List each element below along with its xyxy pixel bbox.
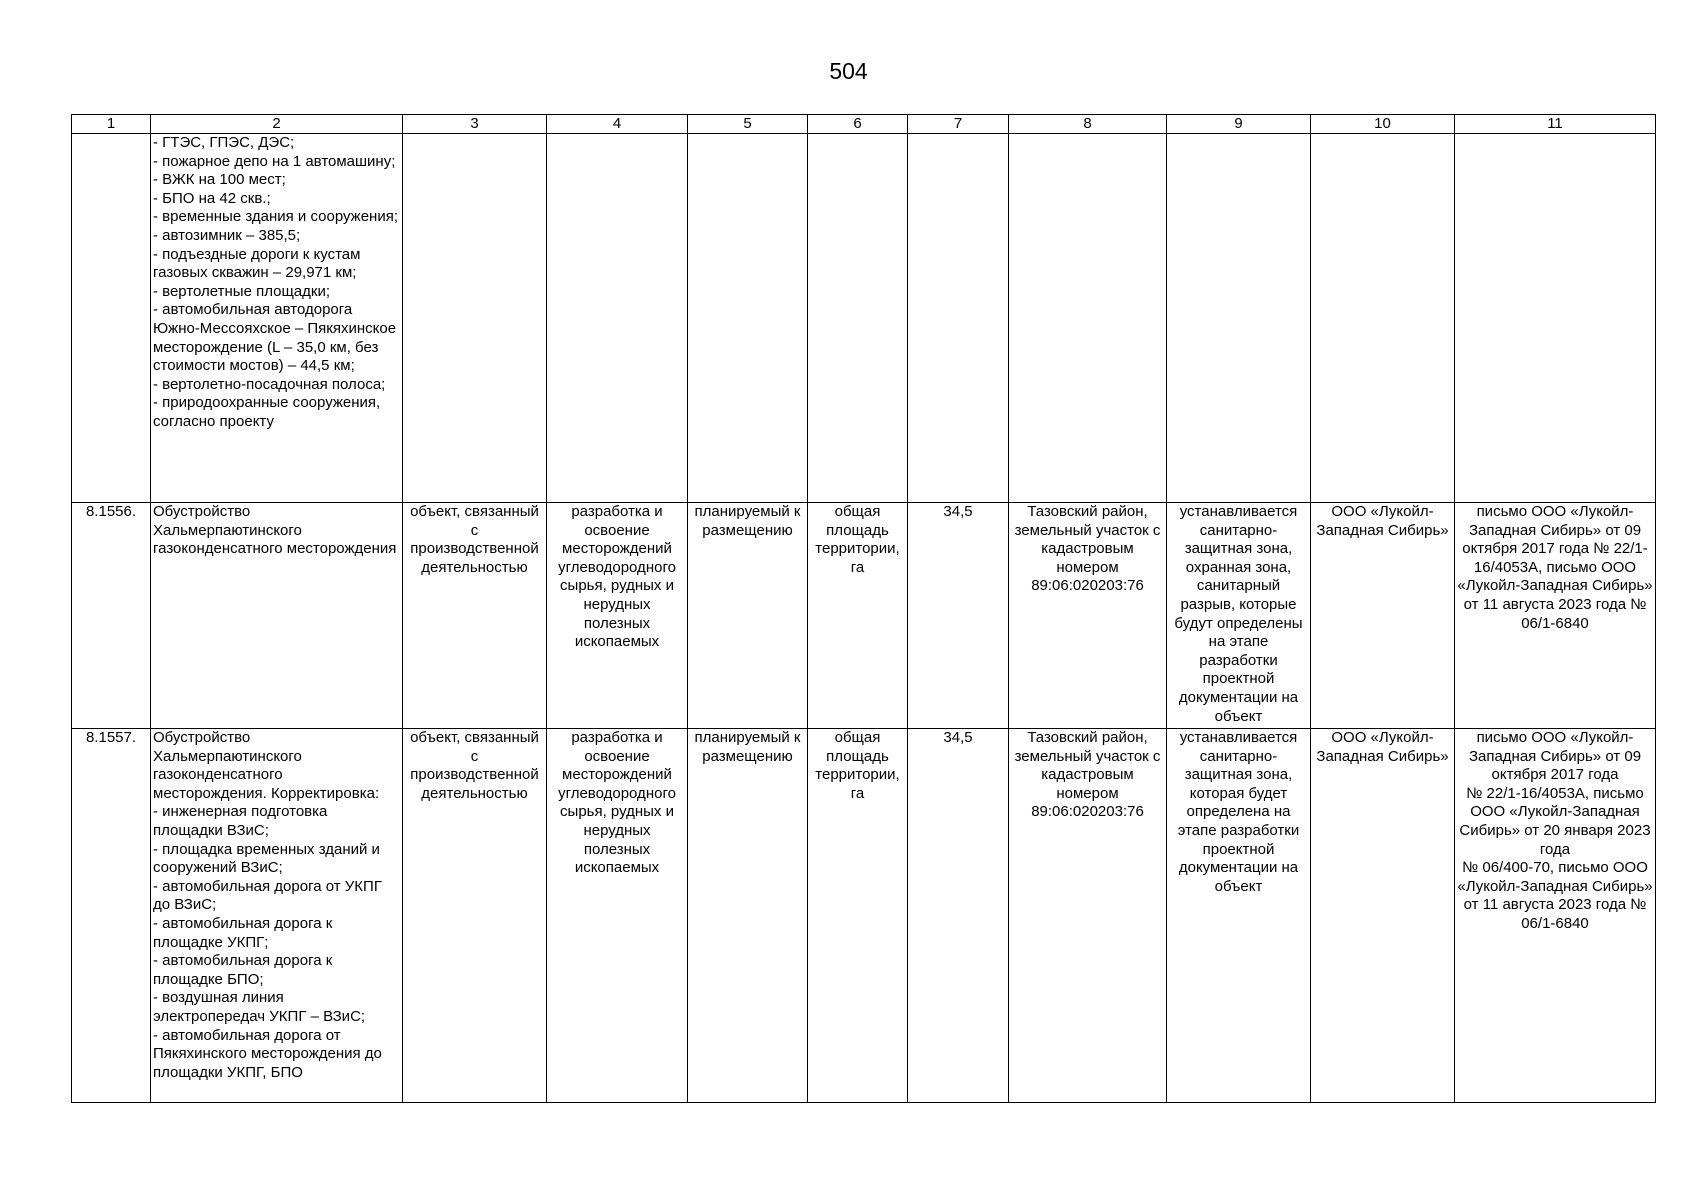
column-number: 6 [808, 115, 908, 134]
column-number: 2 [151, 115, 403, 134]
column-number: 10 [1311, 115, 1455, 134]
column-number: 7 [908, 115, 1009, 134]
customer-cell [1311, 134, 1455, 503]
status-cell: планируемый к размещению [688, 503, 808, 729]
row-number-cell: 8.1556. [72, 503, 151, 729]
purpose-cell: разработка и освоение месторождений углеводородного сырья, рудных и нерудных полезных ископаемых [547, 503, 688, 729]
basis-cell [1455, 134, 1656, 503]
customer-cell: ООО «Лукойл-Западная Сибирь» [1311, 729, 1455, 1103]
basis-cell: письмо ООО «Лукойл-Западная Сибирь» от 09 октября 2017 года № 22/1-16/4053А, письмо ООО «Лукойл-Западная Сибирь» от 11 августа 2023 года № 06/1-6840 [1455, 503, 1656, 729]
characteristic-cell [808, 134, 908, 503]
column-number: 8 [1009, 115, 1167, 134]
column-number: 9 [1167, 115, 1311, 134]
object-name-cell: Обустройство Хальмерпаютинского газоконденсатного месторождения [151, 503, 403, 729]
value-cell: 34,5 [908, 503, 1009, 729]
column-number: 5 [688, 115, 808, 134]
zone-cell [1167, 134, 1311, 503]
table-row [72, 503, 1656, 729]
object-name-cell: - ГТЭС, ГПЭС, ДЭС; - пожарное депо на 1 автомашину; - ВЖК на 100 мест; - БПО на 42 скв.; - временные здания и сооружения; - автозимник – 385,5; - подъездные дороги к кустам газовых скважин – 29,971 км; - вертолетные площадки; - автомобильная автодорога Южно-Мессояхское – Пякяхинское месторождение (L – 35,0 км, без стоимости мостов) – 44,5 км; - вертолетно-посадочная полоса; - природоохранные сооружения, согласно проекту [151, 134, 403, 503]
location-cell: Тазовский район, земельный участок с кадастровым номером 89:06:020203:76 [1009, 503, 1167, 729]
column-number-row [72, 115, 1656, 134]
customer-cell: ООО «Лукойл-Западная Сибирь» [1311, 503, 1455, 729]
column-number: 3 [403, 115, 547, 134]
characteristic-cell: общая площадь территории, га [808, 729, 908, 1103]
column-number: 1 [72, 115, 151, 134]
object-type-cell: объект, связанный с производственной деятельностью [403, 503, 547, 729]
value-cell: 34,5 [908, 729, 1009, 1103]
row-number-cell [72, 134, 151, 503]
characteristic-cell: общая площадь территории, га [808, 503, 908, 729]
column-number: 4 [547, 115, 688, 134]
status-cell: планируемый к размещению [688, 729, 808, 1103]
table-row [72, 729, 1656, 1103]
purpose-cell: разработка и освоение месторождений углеводородного сырья, рудных и нерудных полезных ископаемых [547, 729, 688, 1103]
zone-cell: устанавливается санитарно-защитная зона, которая будет определена на этапе разработки проектной документации на объект [1167, 729, 1311, 1103]
location-cell: Тазовский район, земельный участок с кадастровым номером 89:06:020203:76 [1009, 729, 1167, 1103]
object-type-cell [403, 134, 547, 503]
row-number-cell: 8.1557. [72, 729, 151, 1103]
table-row [72, 134, 1656, 503]
value-cell [908, 134, 1009, 503]
status-cell [688, 134, 808, 503]
location-cell [1009, 134, 1167, 503]
page-number: 504 [829, 58, 868, 84]
purpose-cell [547, 134, 688, 503]
objects-table [71, 114, 1656, 1103]
zone-cell: устанавливается санитарно-защитная зона, охранная зона, санитарный разрыв, которые будут определены на этапе разработки проектной документации на объект [1167, 503, 1311, 729]
object-name-cell: Обустройство Хальмерпаютинского газоконденсатного месторождения. Корректировка: - инженерная подготовка площадки ВЗиС; - площадка временных зданий и сооружений ВЗиС; - автомобильная дорога от УКПГ до ВЗиС; - автомобильная дорога к площадке УКПГ; - автомобильная дорога к площадке БПО; - воздушная линия электропередач УКПГ – ВЗиС; - автомобильная дорога от Пякяхинского месторождения до площадки УКПГ, БПО [151, 729, 403, 1103]
column-number: 11 [1455, 115, 1656, 134]
basis-cell: письмо ООО «Лукойл-Западная Сибирь» от 09 октября 2017 года № 22/1-16/4053А, письмо ООО «Лукойл-Западная Сибирь» от 20 января 2023 года № 06/400-70, письмо ООО «Лукойл-Западная Сибирь» от 11 августа 2023 года № 06/1-6840 [1455, 729, 1656, 1103]
object-type-cell: объект, связанный с производственной деятельностью [403, 729, 547, 1103]
